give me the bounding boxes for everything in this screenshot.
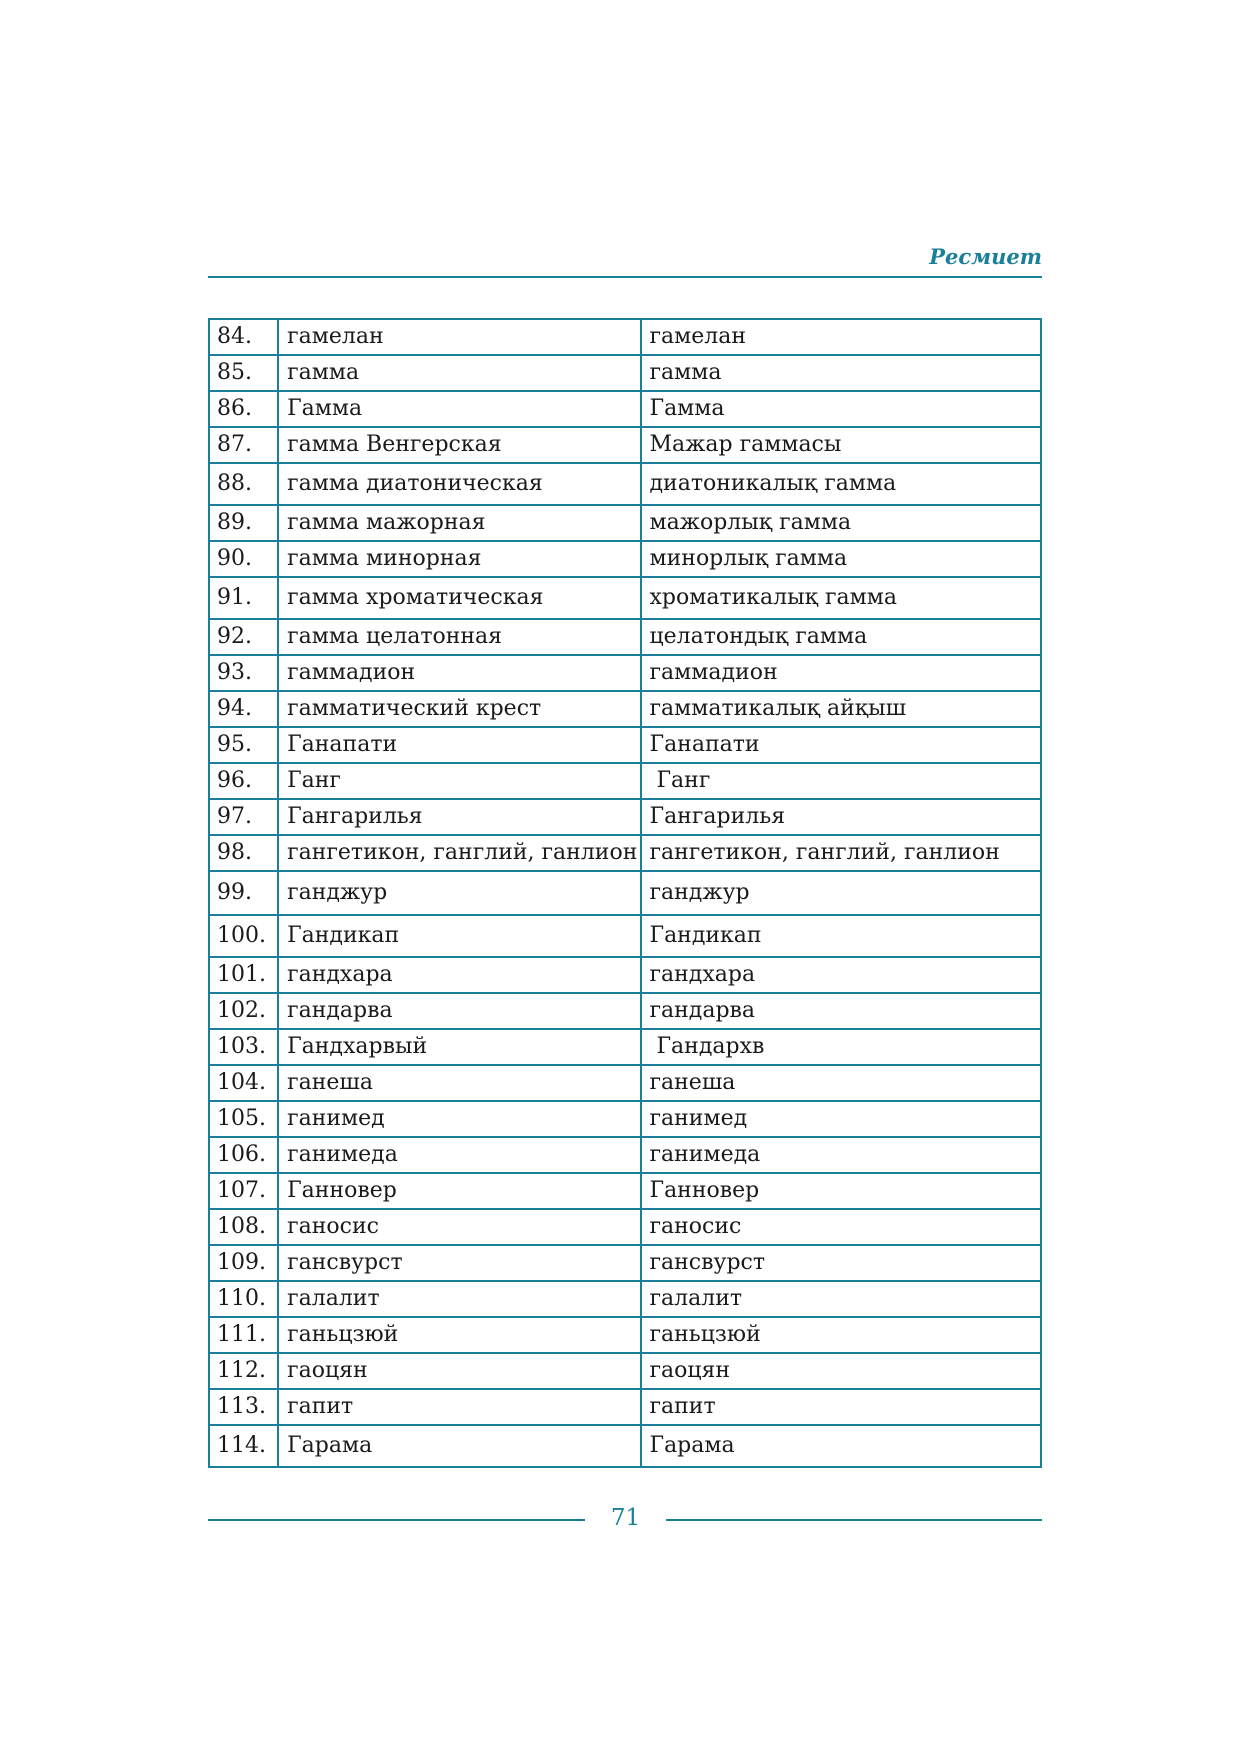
term-kazakh: гандхара: [641, 957, 1042, 993]
row-number: 96.: [209, 763, 278, 799]
table-row: [209, 835, 1041, 871]
row-number: 104.: [209, 1065, 278, 1101]
row-number: 93.: [209, 655, 278, 691]
row-number: 92.: [209, 619, 278, 655]
term-russian: ганимеда: [278, 1137, 640, 1173]
term-russian: Ганновер: [278, 1173, 640, 1209]
term-kazakh: минорлық гамма: [641, 541, 1042, 577]
term-russian: гамматический крест: [278, 691, 640, 727]
row-number: 103.: [209, 1029, 278, 1065]
row-number: 90.: [209, 541, 278, 577]
running-title: Ресмиет: [929, 244, 1042, 269]
table-row: [209, 1245, 1041, 1281]
row-number: 108.: [209, 1209, 278, 1245]
table-row: [209, 727, 1041, 763]
table-row: [209, 1317, 1041, 1353]
term-kazakh: ганеша: [641, 1065, 1042, 1101]
term-kazakh: Ганапати: [641, 727, 1042, 763]
term-russian: гапит: [278, 1389, 640, 1425]
row-number: 109.: [209, 1245, 278, 1281]
term-kazakh: мажорлық гамма: [641, 505, 1042, 541]
term-russian: гамма минорная: [278, 541, 640, 577]
term-kazakh: Ганновер: [641, 1173, 1042, 1209]
table-row: [209, 391, 1041, 427]
table-row: [209, 1137, 1041, 1173]
term-russian: Гандикап: [278, 915, 640, 957]
row-number: 112.: [209, 1353, 278, 1389]
term-kazakh: диатоникалық гамма: [641, 463, 1042, 505]
term-russian: гамма целатонная: [278, 619, 640, 655]
term-russian: галалит: [278, 1281, 640, 1317]
term-kazakh: целатондық гамма: [641, 619, 1042, 655]
term-russian: Ганапати: [278, 727, 640, 763]
table-row: [209, 427, 1041, 463]
table-row: [209, 541, 1041, 577]
row-number: 89.: [209, 505, 278, 541]
term-russian: гандарва: [278, 993, 640, 1029]
term-kazakh: Ганг: [641, 763, 1042, 799]
term-kazakh: гаоцян: [641, 1353, 1042, 1389]
table-row: [209, 1209, 1041, 1245]
table-row: [209, 799, 1041, 835]
term-russian: гамма мажорная: [278, 505, 640, 541]
row-number: 88.: [209, 463, 278, 505]
term-russian: гамма хроматическая: [278, 577, 640, 619]
terms-table: [208, 318, 1042, 1468]
term-kazakh: Гандикап: [641, 915, 1042, 957]
term-kazakh: Гарама: [641, 1425, 1042, 1467]
table-row: [209, 691, 1041, 727]
term-russian: ганьцзюй: [278, 1317, 640, 1353]
term-kazakh: ганосис: [641, 1209, 1042, 1245]
term-kazakh: ганьцзюй: [641, 1317, 1042, 1353]
row-number: 100.: [209, 915, 278, 957]
term-kazakh: гамелан: [641, 319, 1042, 355]
row-number: 113.: [209, 1389, 278, 1425]
term-russian: Ганг: [278, 763, 640, 799]
term-russian: гандхара: [278, 957, 640, 993]
term-kazakh: гапит: [641, 1389, 1042, 1425]
row-number: 84.: [209, 319, 278, 355]
term-kazakh: гамма: [641, 355, 1042, 391]
term-kazakh: ганджур: [641, 871, 1042, 915]
term-russian: гамма: [278, 355, 640, 391]
footer-rule-left: [208, 1519, 585, 1521]
row-number: 106.: [209, 1137, 278, 1173]
table-row: [209, 1101, 1041, 1137]
term-russian: Гандхарвый: [278, 1029, 640, 1065]
table-row: [209, 1173, 1041, 1209]
term-kazakh: ганимед: [641, 1101, 1042, 1137]
row-number: 107.: [209, 1173, 278, 1209]
term-russian: Гангарилья: [278, 799, 640, 835]
row-number: 111.: [209, 1317, 278, 1353]
term-russian: ганеша: [278, 1065, 640, 1101]
term-russian: Гарама: [278, 1425, 640, 1467]
table-row: [209, 1425, 1041, 1467]
term-russian: ганимед: [278, 1101, 640, 1137]
table-row: [209, 1029, 1041, 1065]
row-number: 105.: [209, 1101, 278, 1137]
term-russian: гамелан: [278, 319, 640, 355]
term-russian: гаммадион: [278, 655, 640, 691]
table-row: [209, 1389, 1041, 1425]
table-row: [209, 957, 1041, 993]
term-russian: гаоцян: [278, 1353, 640, 1389]
row-number: 110.: [209, 1281, 278, 1317]
term-kazakh: гамматикалық айқыш: [641, 691, 1042, 727]
footer-rule-right: [666, 1519, 1042, 1521]
term-russian: Гамма: [278, 391, 640, 427]
table-row: [209, 1065, 1041, 1101]
row-number: 95.: [209, 727, 278, 763]
term-russian: гамма диатоническая: [278, 463, 640, 505]
term-kazakh: гандарва: [641, 993, 1042, 1029]
term-kazakh: ганимеда: [641, 1137, 1042, 1173]
row-number: 98.: [209, 835, 278, 871]
row-number: 102.: [209, 993, 278, 1029]
row-number: 91.: [209, 577, 278, 619]
table-row: [209, 871, 1041, 915]
row-number: 97.: [209, 799, 278, 835]
running-header: [208, 240, 1042, 278]
term-russian: ганосис: [278, 1209, 640, 1245]
table-row: [209, 1281, 1041, 1317]
term-kazakh: галалит: [641, 1281, 1042, 1317]
table-row: [209, 655, 1041, 691]
term-russian: гансвурст: [278, 1245, 640, 1281]
row-number: 99.: [209, 871, 278, 915]
term-russian: гангетикон, ганглий, ганлион: [278, 835, 640, 871]
term-kazakh: Мажар гаммасы: [641, 427, 1042, 463]
row-number: 85.: [209, 355, 278, 391]
term-kazakh: Гангарилья: [641, 799, 1042, 835]
table-row: [209, 915, 1041, 957]
page-number: 71: [610, 1505, 641, 1531]
term-kazakh: хроматикалық гамма: [641, 577, 1042, 619]
table-row: [209, 993, 1041, 1029]
table-row: [209, 619, 1041, 655]
table-row: [209, 1353, 1041, 1389]
term-kazakh: Гамма: [641, 391, 1042, 427]
term-kazakh: гаммадион: [641, 655, 1042, 691]
table-row: [209, 577, 1041, 619]
row-number: 86.: [209, 391, 278, 427]
table-row: [209, 355, 1041, 391]
term-kazakh: гангетикон, ганглий, ганлион: [641, 835, 1042, 871]
term-kazakh: гансвурст: [641, 1245, 1042, 1281]
row-number: 87.: [209, 427, 278, 463]
term-russian: гамма Венгерская: [278, 427, 640, 463]
row-number: 114.: [209, 1425, 278, 1467]
table-row: [209, 763, 1041, 799]
table-row: [209, 463, 1041, 505]
term-russian: ганджур: [278, 871, 640, 915]
row-number: 101.: [209, 957, 278, 993]
table-row: [209, 505, 1041, 541]
table-row: [209, 319, 1041, 355]
row-number: 94.: [209, 691, 278, 727]
term-kazakh: Гандархв: [641, 1029, 1042, 1065]
